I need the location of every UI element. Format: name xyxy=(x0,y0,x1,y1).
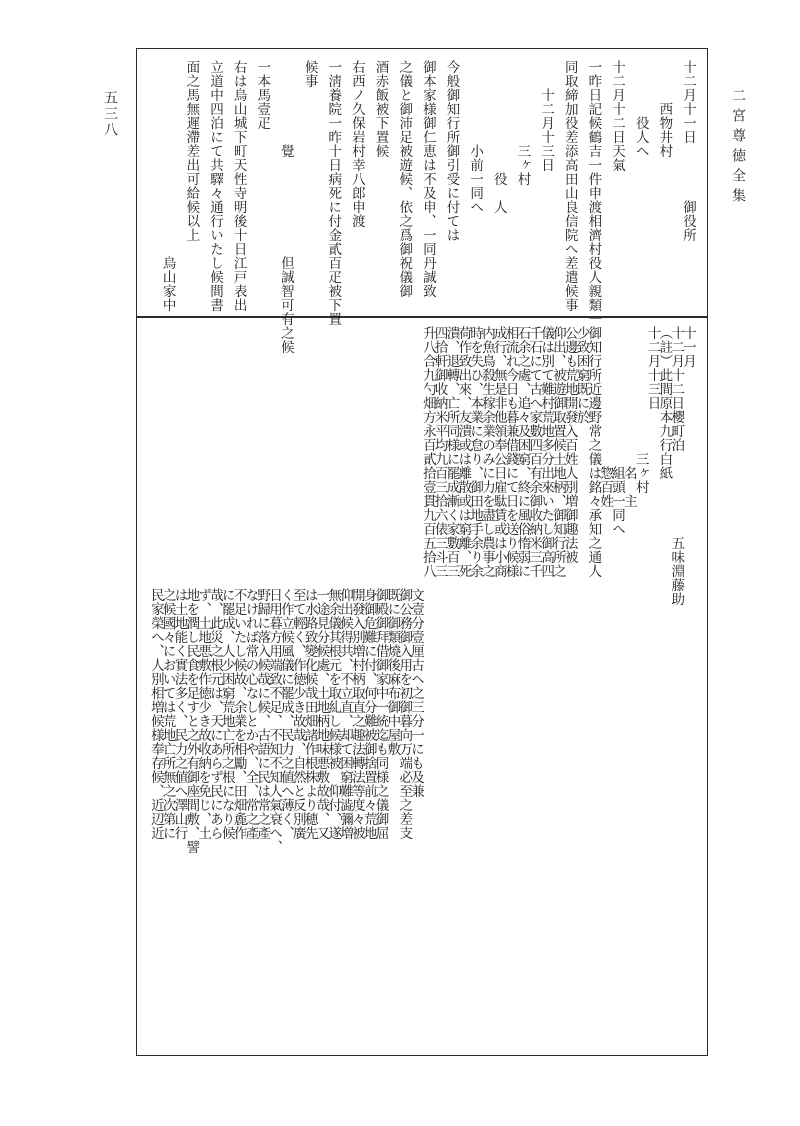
text-column: 潰、退轉、亡所同様に罷成漸く家數百三 xyxy=(443,326,460,578)
text-column: 役人へ xyxy=(632,60,649,158)
text-column: は土地能く實法多く、民力之値へ澤山行 xyxy=(171,588,188,840)
text-column: 名 主 xyxy=(620,326,637,508)
text-column: 成行、無是非他領奉公日雇駄賃或は小商 xyxy=(490,326,507,578)
text-column: 時を失ひ、本業に怠り、御田地手余り余 xyxy=(467,326,484,578)
text-column: 一昨日記候鶴吉一件申渡相濟村役人親類一 xyxy=(585,60,602,326)
text-column: 哉、此災之根元は、天にあらず民にあら xyxy=(206,588,223,840)
text-column: 之候國々においては荒地亡所無之次第に xyxy=(159,588,176,840)
text-column: 十一月 xyxy=(680,326,696,368)
text-column: 内魚鳥殺生稼余業のみに力を盡し農事之 xyxy=(478,326,495,578)
tier-divider xyxy=(136,316,708,318)
page-number: 五三八 xyxy=(102,90,118,138)
text-column: 既に御類燒後麻布御中屋敷 xyxy=(384,588,401,756)
text-column: 身御危難に付、何分難被御捨置前々荒地 xyxy=(360,588,377,840)
text-column: 面之馬無遲滯差出可給候以上 xyxy=(183,60,200,242)
text-column: 候事 xyxy=(301,60,318,88)
text-column: 同取締加役差添高田山良信院へ差遣候事 xyxy=(561,60,578,312)
text-column: 御本家様御仁恵は不及申、一同丹誠致 xyxy=(419,60,436,298)
text-column: 三ヶ村 xyxy=(514,60,531,186)
text-column: 御知行所近邊野常之儀は銘々承知之通人 xyxy=(585,326,602,578)
text-column: 少致困窮既に於 xyxy=(573,326,590,424)
text-column: 小前一同へ xyxy=(467,60,484,214)
text-column: 役 人 xyxy=(490,60,507,214)
text-column: 文壹分壹厘古へ之三分一にも及兼 xyxy=(408,588,424,798)
text-column: 三ヶ村 xyxy=(632,326,649,494)
text-column: 組頭一同へ xyxy=(609,326,626,536)
text-column: に罷成、人少困窮荒地亡所之根になり候 xyxy=(218,588,235,840)
text-column: 民家榮へ、人別相増候様奉存候、近辺近 xyxy=(147,588,164,840)
text-column: 一途見分候處、土地柄地味悪敷故哉、又 xyxy=(313,588,330,840)
text-column: 西物井村 xyxy=(656,60,673,158)
text-column: 相流れ今日も暮兼借錢にて日を送り候様 xyxy=(502,326,519,578)
text-column: 儀は別て難村荒地多分出來いたし御高四 xyxy=(538,326,555,578)
text-column: 千石にて古へ家數四百有余御收納米三千 xyxy=(526,326,543,578)
text-column: 至て輕く、作徳少き故哉、自然と反別廣 xyxy=(289,588,306,840)
text-column: 升八合九勺畑方永百貳拾壹貫九百五拾八 xyxy=(419,326,436,578)
text-column: 一本馬壹疋 xyxy=(254,60,271,130)
text-column: 荷作致出來、友潰或は離散或は窮離、死 xyxy=(455,326,472,578)
text-column: 惣百姓 xyxy=(597,326,614,508)
text-column: 十二月十二日櫻町泊 五味淵藤助 xyxy=(668,326,685,606)
book-title: 二宮尊徳全集 xyxy=(730,88,746,208)
text-column: 日用暮方用端致不足、不知不知人氣衰へ、 xyxy=(266,588,283,854)
text-column: なければ常の心なしとかや、全、常之產 xyxy=(242,588,259,840)
text-column: 右は烏山城下町天性寺明後十日江戸表出 xyxy=(230,60,247,312)
text-column: 御公務御入用を初御暮向万端必至之差支 xyxy=(396,588,413,840)
text-column: 石余之處、追々及困窮、終に風俗惰弱に xyxy=(514,326,531,578)
text-column: 覺 但誠智可有之候 xyxy=(277,60,294,354)
text-column: 一淸養院一昨十日病死に付金貳百疋被下置 xyxy=(325,60,342,326)
text-column: 無余儀其根元を取糺し候様被 仰付、遂 xyxy=(325,588,342,840)
text-column: 御殿御拜借御家中一統迄も同様之儀御屈 xyxy=(372,588,389,840)
text-column: は水路致變化候哉田畑諸作根株より穂先 xyxy=(301,588,318,840)
text-column: 地を潤し民食を足すと之外有御座間敷、譬 xyxy=(183,588,200,854)
text-column: 十二月十三日 xyxy=(644,326,661,410)
text-column: 仰出、被遊御取置候土地柄、御知行所之 xyxy=(549,326,566,578)
text-column: （註）此間原本九行白紙 xyxy=(656,326,673,480)
text-column: ず、土地悪敷作徳少き故收納を免じ、土 xyxy=(195,588,212,840)
text-column: 野歸に落入候哉に候、古語に民は常之產 xyxy=(254,588,271,840)
text-column: 今般御知行所御引受に付ては xyxy=(443,60,460,242)
text-column: く作立候風儀に罷成、民力之値へ薄く、 xyxy=(277,588,294,840)
text-column: 之儀と御沛足被遊候、依之爲御祝儀御 xyxy=(396,60,413,298)
text-column: 不足いたし候故、余業を相勵、田畑麁作 xyxy=(230,588,247,840)
text-column: 公邊も荒地開發入百姓人別増御趣法被 xyxy=(561,326,578,564)
text-column: 十二月十二日天氣 xyxy=(609,60,626,172)
text-column: 烏山家中 xyxy=(159,60,176,312)
text-column: 四拾軒御收納米平均九百三拾六俵三斗三 xyxy=(431,326,448,578)
text-column: 開發入別増村柄取直之趣法轉法等度々被 xyxy=(348,588,365,840)
text-column: 立道中四泊にて共驛々通行いたし候間書 xyxy=(206,60,223,312)
text-column: 仰出候得共、不立直、却て困窮難澁彌増 xyxy=(337,588,354,840)
text-column: 酒赤飯被下置候 xyxy=(372,60,389,158)
text-column: 右西ノ久保岩村幸八郎申渡 xyxy=(348,60,365,228)
text-column: 十二月十一日 御役所 xyxy=(680,60,696,242)
text-column: 十二月十三日 xyxy=(538,60,555,172)
